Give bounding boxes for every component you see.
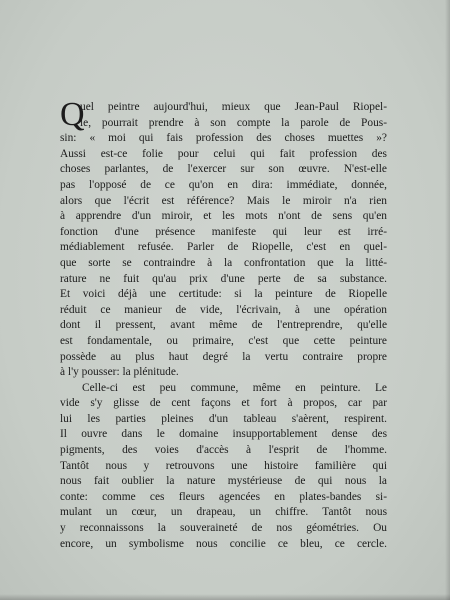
- page-edge-shadow: [0, 594, 450, 600]
- text-line: Celle-ci est peu commune, même en peinture. Le: [82, 381, 387, 394]
- page-edge-shadow: [445, 0, 450, 600]
- text-line: à l'y pousser: la plénitude.: [60, 366, 179, 379]
- text-line: Tantôt nous y retrouvons une histoire familière qui: [60, 459, 387, 472]
- text-line: médiablement refusée. Parler de Riopelle, c'est en quel-: [60, 241, 387, 254]
- article-text: [60, 96, 387, 552]
- text-line: rature ne fuit qu'au prix d'une perte de sa substance.: [60, 272, 387, 285]
- drop-cap: Q: [60, 96, 85, 133]
- text-line: choses parlantes, de l'exercer sur son œuvre. N'est-elle: [60, 163, 387, 176]
- text-line: uel peintre aujourd'hui, mieux que Jean-Paul Riopel-: [80, 101, 387, 113]
- text-line: Il ouvre dans le domaine insupportablement dense des: [60, 428, 387, 441]
- text-line: pas l'opposé de ce qu'on en dira: immédiate, donnée,: [60, 178, 387, 191]
- text-line: à apprendre d'un miroir, et les mots n'ont de sens qu'en: [60, 210, 387, 223]
- text-line: réduit ce manieur de vide, l'écrivain, à une opération: [60, 303, 387, 316]
- text-line: conte: comme ces fleurs agencées en plates-bandes si-: [60, 490, 387, 503]
- text-line: y reconnaissons la souveraineté de nos géométries. Ou: [60, 522, 387, 535]
- text-line: pigments, des voies d'accès à l'esprit de l'homme.: [60, 444, 387, 457]
- text-line: nous fait oublier la nature mystérieuse de qui nous la: [60, 475, 387, 488]
- text-line: sin: « moi qui fais profession des choses muettes »?: [60, 132, 387, 145]
- text-line: fonction d'une présence manifeste qui leur est irré-: [60, 225, 387, 238]
- text-line: lui les parties pleines d'un tableau s'aèrent, respirent.: [60, 412, 387, 425]
- text-line: encore, un symbolisme nous concilie ce bleu, ce cercle.: [60, 537, 387, 550]
- text-line: le, pourrait prendre à son compte la parole de Pous-: [80, 116, 387, 129]
- text-line: vide s'y glisse de cent façons et fort à propos, car par: [60, 397, 387, 410]
- text-line: alors que l'écrit est référence? Mais le miroir n'a rien: [60, 194, 387, 207]
- text-line: que sorte se contraindre à la confrontation que la litté-: [60, 256, 387, 269]
- text-line: est fondamentale, ou primaire, c'est que cette peinture: [60, 334, 387, 347]
- text-line: Aussi est-ce folie pour celui qui fait profession des: [60, 147, 387, 160]
- text-line: possède au plus haut degré la vertu contraire propre: [60, 350, 387, 363]
- text-line: Et voici déjà une certitude: si la peinture de Riopelle: [60, 288, 387, 301]
- text-line: mulant un cœur, un drapeau, un chiffre. Tantôt nous: [60, 506, 387, 519]
- text-line: dont il pressent, avant même de l'entreprendre, qu'elle: [60, 319, 387, 332]
